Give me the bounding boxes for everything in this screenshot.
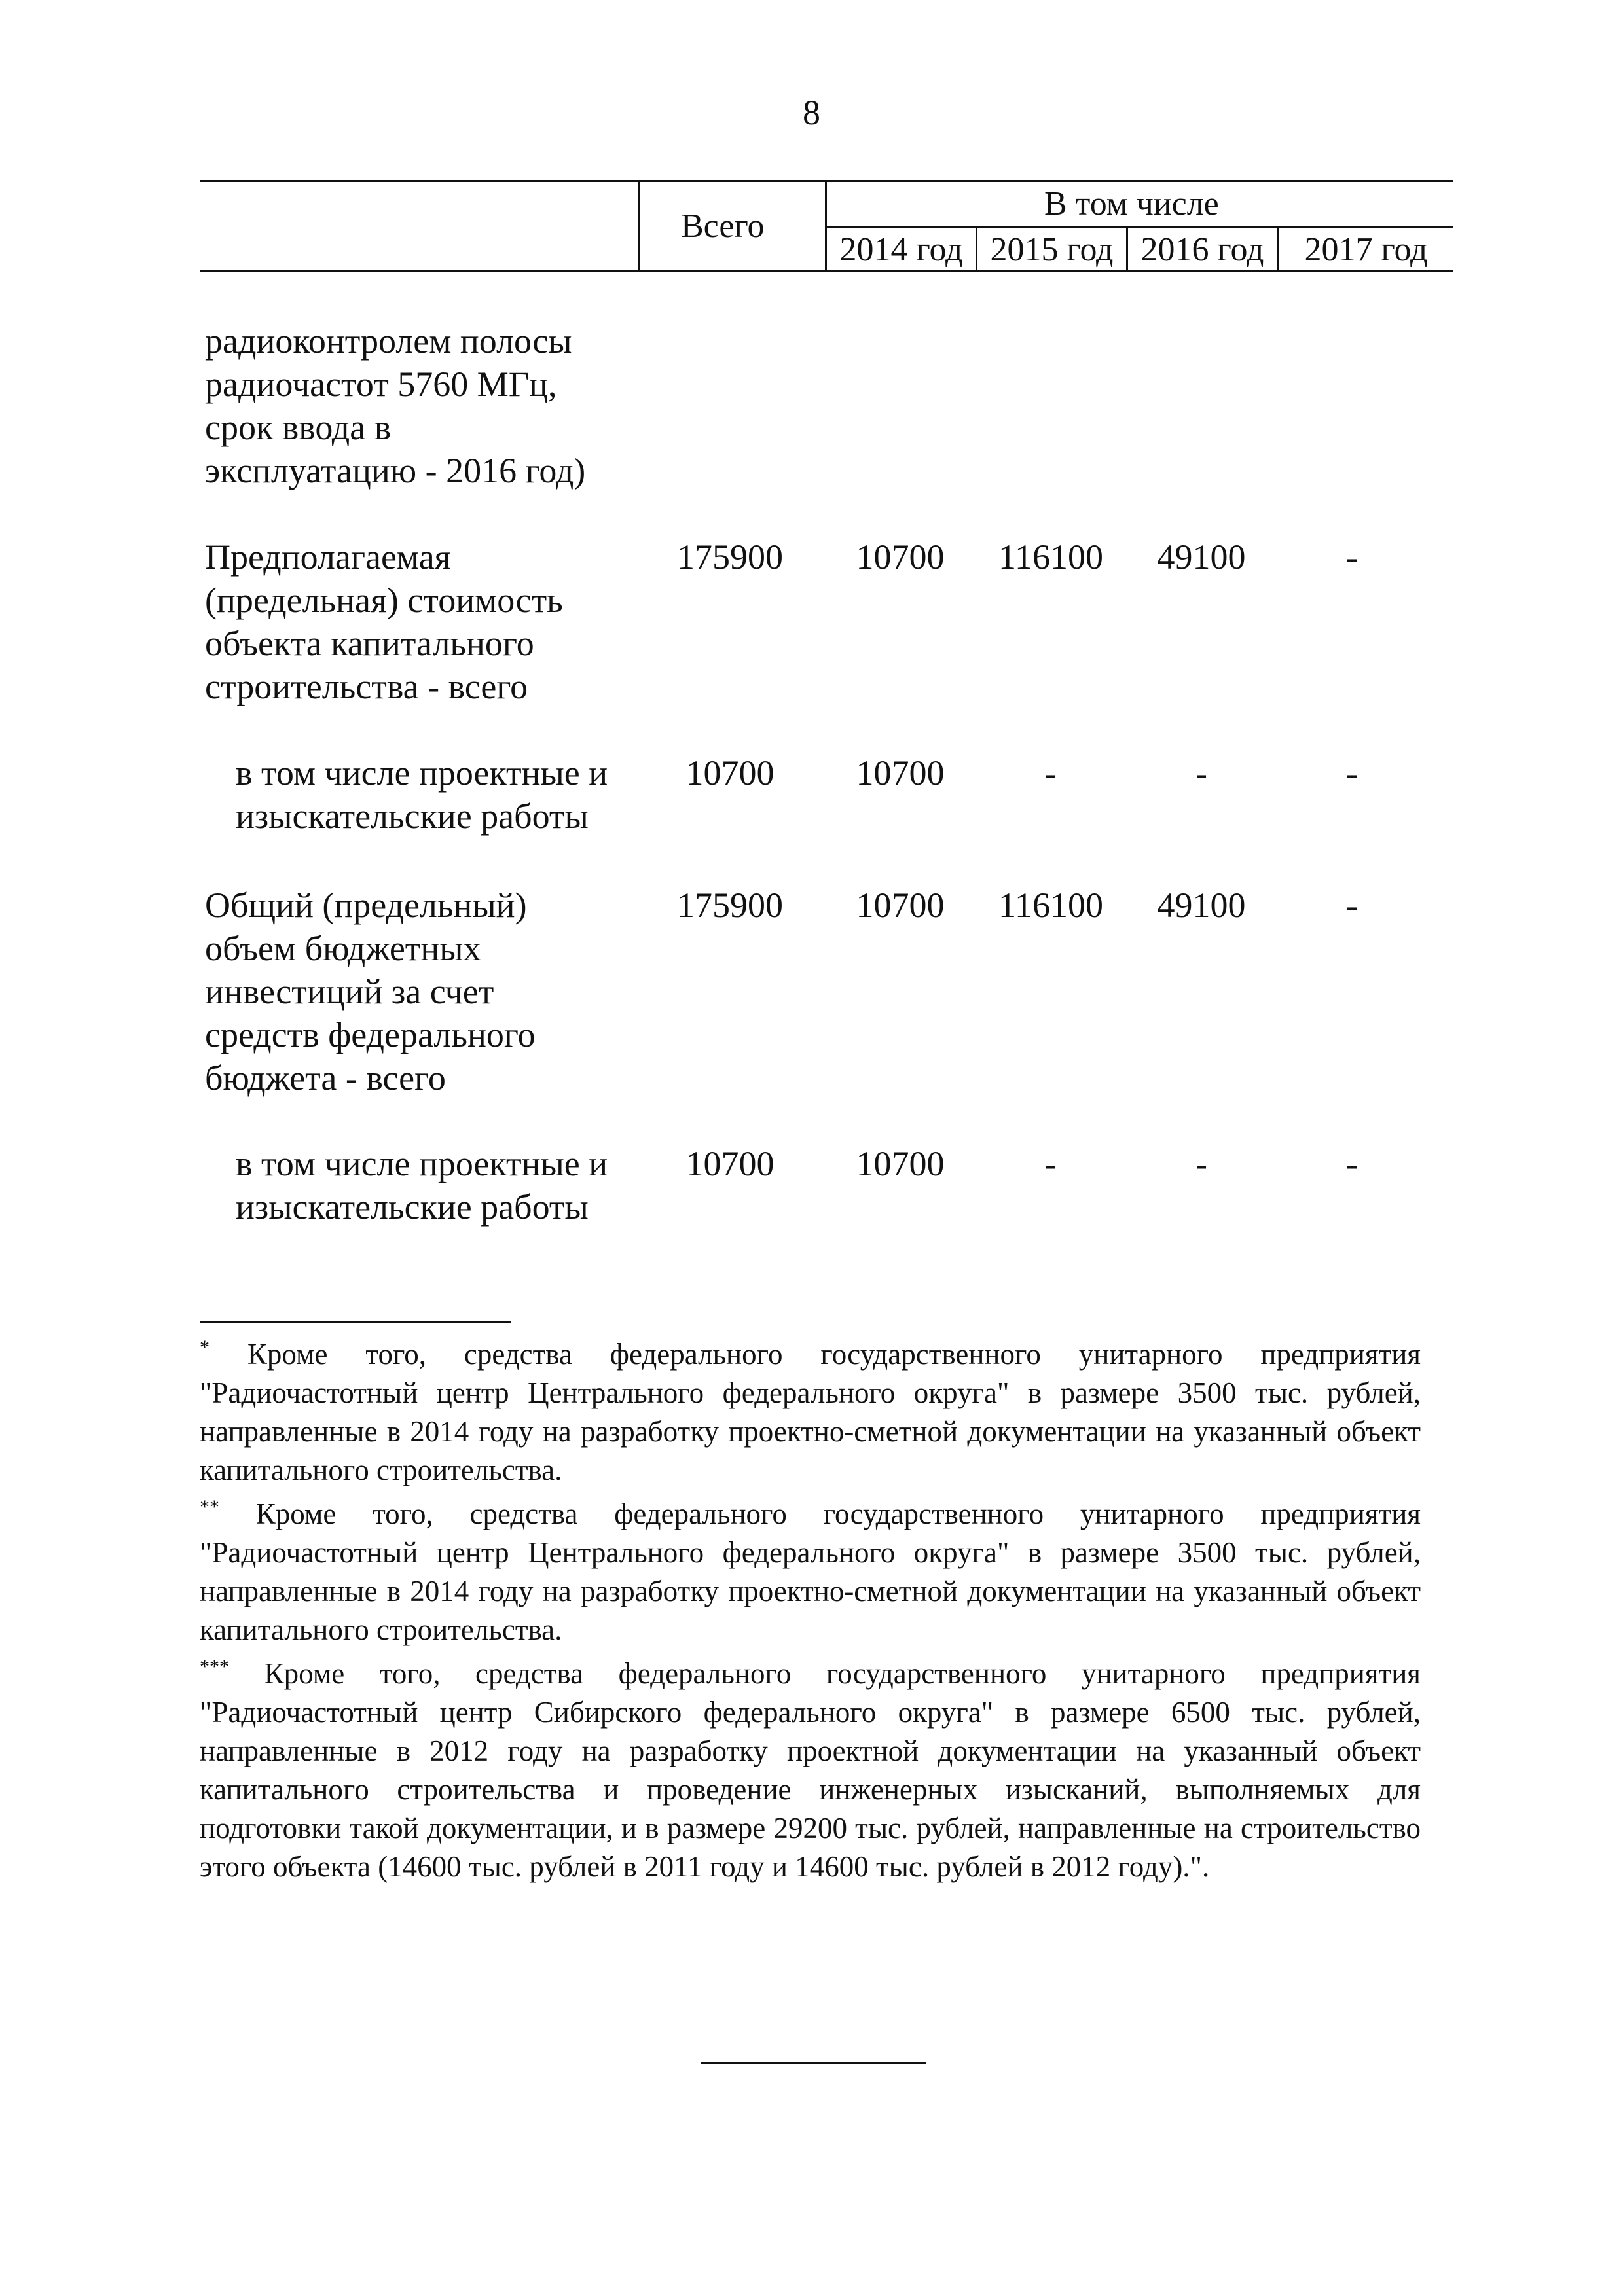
description-line: (предельная) стоимость — [205, 581, 563, 620]
description-line: Предполагаемая — [205, 537, 451, 577]
row-description — [236, 751, 608, 838]
description-line: Общий (предельный) — [205, 886, 527, 925]
value-2015: 116100 — [998, 537, 1103, 577]
description-line: объекта капитального — [205, 624, 534, 663]
value-2017: - — [1346, 1144, 1358, 1183]
footnote-3 — [200, 1655, 1421, 1886]
description-line: радиоконтролем полосы — [205, 321, 572, 361]
description-line: радиочастот 5760 МГц, — [205, 365, 557, 404]
footnote-text: Кроме того, средства федерального государственного унитарного предприятия "Радиочастотный центр Центрального федерального округа" в размере 3500 тыс. рублей, направленные в 2014 году на разработку проектно-сметной документации на указанный объект капитального строительства. — [200, 1338, 1421, 1486]
value-2014: 10700 — [856, 537, 945, 577]
value-2016: - — [1195, 753, 1207, 793]
header-mid-rule — [825, 226, 1453, 228]
value-2014: 10700 — [856, 753, 945, 793]
header-year-2014: 2014 год — [839, 231, 963, 268]
footnote-1 — [200, 1335, 1421, 1490]
value-total: 10700 — [685, 753, 775, 793]
header-year-2016: 2016 год — [1140, 231, 1264, 268]
value-2015: 116100 — [998, 886, 1103, 925]
value-2016: 49100 — [1157, 886, 1246, 925]
row-description — [236, 1142, 608, 1229]
value-total: 175900 — [677, 537, 783, 577]
header-total-label: Всего — [681, 207, 765, 245]
footnote-mark: * — [200, 1336, 210, 1358]
description-line: в том числе проектные и — [236, 753, 608, 793]
description-line: эксплуатацию - 2016 год) — [205, 451, 586, 490]
description-line: в том числе проектные и — [236, 1144, 608, 1183]
row-description — [205, 319, 585, 492]
page-number: 8 — [803, 93, 820, 132]
value-2017: - — [1346, 537, 1358, 577]
footnote-separator — [200, 1321, 511, 1323]
value-2015: - — [1045, 1144, 1057, 1183]
value-total: 175900 — [677, 886, 783, 925]
value-2014: 10700 — [856, 886, 945, 925]
description-line: бюджета - всего — [205, 1058, 446, 1098]
value-2017: - — [1346, 886, 1358, 925]
footnotes — [200, 1335, 1421, 1892]
description-line: инвестиций за счет — [205, 972, 494, 1011]
end-rule — [701, 2062, 926, 2064]
header-year-2015: 2015 год — [990, 231, 1114, 268]
footnote-text: Кроме того, средства федерального государственного унитарного предприятия "Радиочастотный центр Сибирского федерального округа" в размере 6500 тыс. рублей, направленные в 2012 году на разработку проектной документации на указанный объект капитального строительства и проведение инженерных изысканий, выполняемых для подготовки такой документации, и в размере 29200 тыс. рублей, направленные на строительство этого объекта (14600 тыс. рублей в 2011 году и 14600 тыс. рублей в 2012 году).". — [200, 1657, 1421, 1883]
description-line: строительства - всего — [205, 667, 528, 706]
header-divider-total — [638, 180, 640, 272]
value-2014: 10700 — [856, 1144, 945, 1183]
description-line: средств федерального — [205, 1015, 536, 1054]
footnote-mark: ** — [200, 1496, 219, 1518]
value-2016: 49100 — [1157, 537, 1246, 577]
header-including-label: В том числе — [1044, 185, 1219, 223]
value-total: 10700 — [685, 1144, 775, 1183]
footnote-2 — [200, 1495, 1421, 1649]
row-description — [205, 535, 563, 708]
value-2016: - — [1195, 1144, 1207, 1183]
description-line: срок ввода в — [205, 408, 392, 447]
row-description — [205, 884, 536, 1100]
footnote-text: Кроме того, средства федерального государственного унитарного предприятия "Радиочастотный центр Центрального федерального округа" в размере 3500 тыс. рублей, направленные в 2014 году на разработку проектно-сметной документации на указанный объект капитального строительства. — [200, 1498, 1421, 1646]
description-line: изыскательские работы — [236, 1187, 589, 1227]
description-line: изыскательские работы — [236, 797, 589, 836]
description-line: объем бюджетных — [205, 929, 481, 968]
header-year-2017: 2017 год — [1304, 231, 1428, 268]
value-2017: - — [1346, 753, 1358, 793]
footnote-mark: *** — [200, 1656, 229, 1677]
value-2015: - — [1045, 753, 1057, 793]
